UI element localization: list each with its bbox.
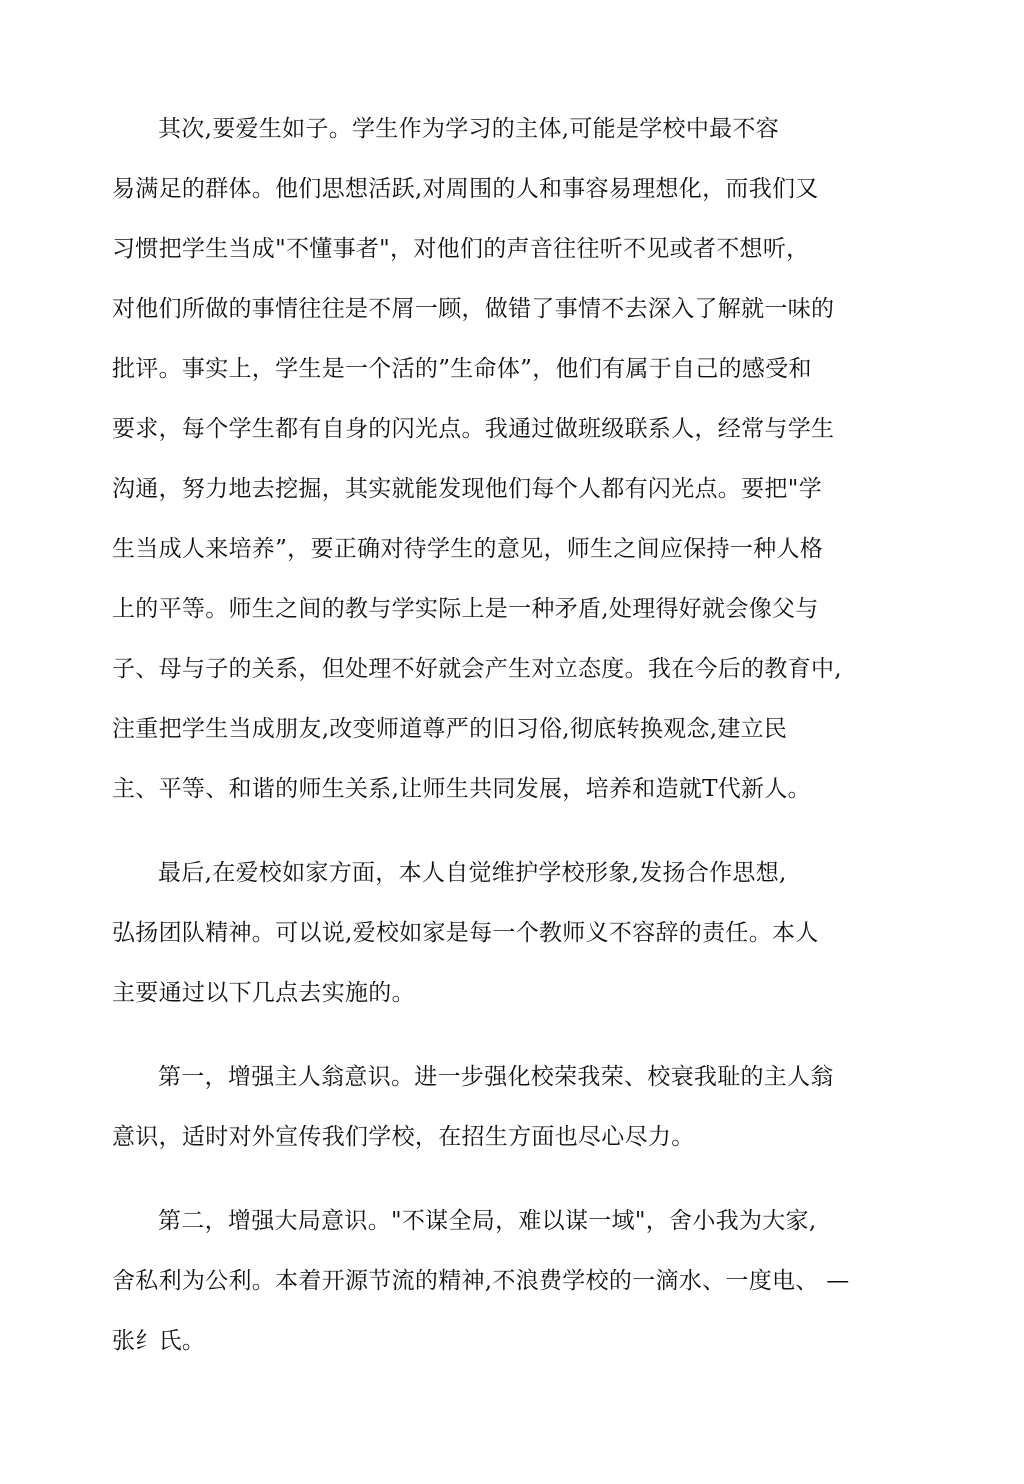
paragraph-2-line-3: 主要通过以下几点去实施的。 xyxy=(112,980,415,1006)
paragraph-1-line-8: 生当成人来培养”，要正确对待学生的意见，师生之间应保持一种人格 xyxy=(112,536,824,562)
paragraph-2-line-2: 弘扬团队精神。可以说,爱校如家是每一个教师义不容辞的责任。本人 xyxy=(112,920,819,946)
paragraph-4-line-3: 张纟氏。 xyxy=(112,1328,206,1354)
paragraph-1-line-6: 要求，每个学生都有自身的闪光点。我通过做班级联系人，经常与学生 xyxy=(112,416,835,442)
paragraph-1-line-2: 易满足的群体。他们思想活跃,对周围的人和事容易理想化，而我们又 xyxy=(112,176,819,202)
paragraph-3-line-2: 意识，适时对外宣传我们学校，在招生方面也尽心尽力。 xyxy=(112,1124,695,1150)
paragraph-1-line-3: 习惯把学生当成"不懂事者"，对他们的声音往往听不见或者不想听， xyxy=(112,236,810,262)
paragraph-1-line-9: 上的平等。师生之间的教与学实际上是一种矛盾,处理得好就会像父与 xyxy=(112,596,819,622)
paragraph-3-line-1: 第一，增强主人翁意识。进一步强化校荣我荣、校衰我耻的主人翁 xyxy=(158,1064,834,1090)
paragraph-1-line-4: 对他们所做的事情往往是不屑一顾，做错了事情不去深入了解就一味的 xyxy=(112,296,835,322)
paragraph-1-line-1: 其次,要爱生如子。学生作为学习的主体,可能是学校中最不容 xyxy=(158,116,780,142)
paragraph-4-line-2: 舍私利为公利。本着开源节流的精神,不浪费学校的一滴水、一度电、 — xyxy=(112,1268,850,1294)
paragraph-1-line-5: 批评。事实上，学生是一个活的”生命体”，他们有属于自己的感受和 xyxy=(112,356,812,382)
paragraph-2-line-1: 最后,在爱校如家方面，本人自觉维护学校形象,发扬合作思想, xyxy=(158,860,787,886)
paragraph-4-line-1: 第二，增强大局意识。"不谋全局，难以谋一域"，舍小我为大家, xyxy=(158,1208,817,1234)
paragraph-1-line-12: 主、平等、和谐的师生关系,让师生共同发展，培养和造就T代新人。 xyxy=(112,776,811,802)
paragraph-1-line-10: 子、母与子的关系，但处理不好就会产生对立态度。我在今后的教育中, xyxy=(112,656,842,682)
paragraph-1-line-11: 注重把学生当成朋友,改变师道尊严的旧习俗,彻底转换观念,建立民 xyxy=(112,716,788,742)
paragraph-1-line-7: 沟通，努力地去挖掘，其实就能发现他们每个人都有闪光点。要把"学 xyxy=(112,476,822,502)
